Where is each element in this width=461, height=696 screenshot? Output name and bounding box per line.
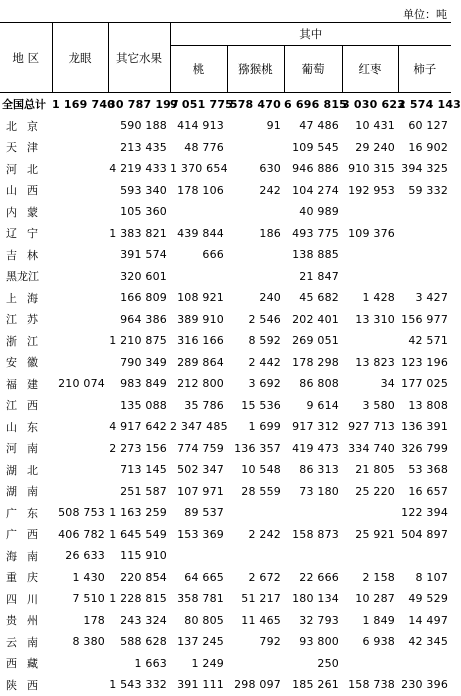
- kiwi-cell: 51 217: [241, 592, 281, 606]
- longan-cell: [52, 352, 108, 374]
- table-row: [0, 266, 451, 288]
- jujube-column-header: 红枣: [342, 46, 398, 93]
- table-header: [0, 23, 451, 93]
- longan-cell: 26 633: [65, 549, 105, 563]
- longan-cell: [52, 330, 108, 352]
- jujube-cell: 109 376: [348, 226, 395, 240]
- longan-cell: [52, 244, 108, 266]
- peach-cell: 414 913: [177, 119, 224, 133]
- kiwi-cell: 136 357: [234, 441, 281, 455]
- persimmon-cell: [398, 244, 451, 266]
- persimmon-cell: [398, 223, 451, 245]
- persimmon-cell: 49 529: [408, 592, 449, 606]
- longan-cell: 508 753: [58, 506, 105, 520]
- table-row: [0, 481, 451, 503]
- region-name-cell: 海南: [6, 549, 48, 563]
- other-fruit-cell: 790 349: [120, 355, 167, 369]
- other-fruit-cell: 105 360: [120, 205, 167, 219]
- longan-cell: [52, 201, 108, 223]
- jujube-cell: 34: [380, 377, 395, 391]
- grape-cell: 21 847: [299, 269, 339, 283]
- peach-cell: 316 166: [177, 334, 224, 348]
- grape-cell: 73 180: [299, 484, 339, 498]
- peach-cell: 107 971: [177, 484, 224, 498]
- kiwi-cell: [227, 653, 284, 675]
- longan-cell: 1 169 740: [52, 97, 116, 111]
- region-name-cell: 湖南: [6, 485, 48, 499]
- kiwi-cell: 242: [259, 183, 281, 197]
- longan-cell: [52, 459, 108, 481]
- peach-cell: 48 776: [184, 140, 224, 154]
- peach-cell: 389 910: [177, 312, 224, 326]
- peach-cell: 2 347 485: [170, 420, 228, 434]
- other-fruit-cell: 166 809: [120, 291, 167, 305]
- other-fruit-cell: 2 273 156: [109, 441, 167, 455]
- other-fruit-cell: 135 088: [120, 398, 167, 412]
- longan-cell: [52, 137, 108, 159]
- region-name-cell: 广东: [6, 506, 48, 520]
- region-name-cell: 陕西: [6, 678, 48, 692]
- region-name-cell: 北京: [6, 119, 48, 133]
- grape-cell: 493 775: [292, 226, 339, 240]
- longan-cell: [52, 158, 108, 180]
- table-row: [0, 287, 451, 309]
- peach-cell: [170, 201, 227, 223]
- grape-cell: 158 873: [292, 527, 339, 541]
- region-name-cell: 吉林: [6, 248, 48, 262]
- persimmon-cell: [398, 653, 451, 675]
- table-row: [0, 201, 451, 223]
- longan-cell: [52, 287, 108, 309]
- grape-cell: 946 886: [292, 162, 339, 176]
- other-fruit-cell: 983 849: [120, 377, 167, 391]
- longan-cell: [52, 180, 108, 202]
- grape-cell: 47 486: [299, 119, 339, 133]
- kiwi-cell: 2 442: [248, 355, 281, 369]
- region-name-cell: 河北: [6, 162, 48, 176]
- jujube-cell: 6 938: [362, 635, 395, 649]
- peach-column-header: 桃: [170, 46, 227, 93]
- other-fruit-cell: 593 340: [120, 183, 167, 197]
- other-fruit-cell: 1 645 549: [109, 527, 167, 541]
- longan-cell: 7 510: [72, 592, 105, 606]
- region-name-cell: 西藏: [6, 657, 48, 671]
- jujube-cell: [342, 502, 398, 524]
- table-row: [0, 158, 451, 180]
- kiwi-cell: 240: [259, 291, 281, 305]
- peach-cell: [170, 545, 227, 567]
- region-name-cell: 上海: [6, 291, 48, 305]
- grape-cell: 250: [317, 656, 339, 670]
- grape-cell: 45 682: [299, 291, 339, 305]
- region-name-cell: 山西: [6, 184, 48, 198]
- grape-cell: 138 885: [292, 248, 339, 262]
- persimmon-cell: 3 427: [415, 291, 449, 305]
- peach-cell: 80 805: [184, 613, 224, 627]
- table-row: [0, 137, 451, 159]
- persimmon-cell: [398, 266, 451, 288]
- other-fruit-cell: 588 628: [120, 635, 167, 649]
- jujube-cell: 192 953: [348, 183, 395, 197]
- longan-cell: [52, 115, 108, 137]
- region-name-cell: 内蒙: [6, 205, 48, 219]
- grape-cell: 6 696 815: [284, 97, 348, 111]
- peach-cell: 1 370 654: [170, 162, 228, 176]
- jujube-cell: 1 849: [362, 613, 395, 627]
- longan-cell: [52, 438, 108, 460]
- jujube-cell: 158 738: [348, 678, 395, 692]
- grape-cell: 93 800: [299, 635, 339, 649]
- other-fruit-cell: 590 188: [120, 119, 167, 133]
- other-fruit-cell: 1 163 259: [109, 506, 167, 520]
- peach-cell: 1 249: [191, 656, 224, 670]
- table-row: [0, 373, 451, 395]
- region-name-cell: 福建: [6, 377, 48, 391]
- peach-cell: 153 369: [177, 527, 224, 541]
- peach-cell: 439 844: [177, 226, 224, 240]
- peach-cell: 137 245: [177, 635, 224, 649]
- persimmon-cell: 13 808: [408, 398, 449, 412]
- peach-cell: 178 106: [177, 183, 224, 197]
- region-name-cell: 安徽: [6, 356, 48, 370]
- other-fruit-cell: 220 854: [120, 570, 167, 584]
- region-name-cell: 江苏: [6, 313, 48, 327]
- table-row: [0, 610, 451, 632]
- kiwi-cell: 578 470: [229, 97, 281, 111]
- table-row: [0, 674, 451, 696]
- other-fruit-cell: 391 574: [120, 248, 167, 262]
- kiwi-cell: [227, 502, 284, 524]
- jujube-cell: 13 823: [355, 355, 395, 369]
- kiwi-cell: 10 548: [241, 463, 281, 477]
- persimmon-cell: 59 332: [408, 183, 449, 197]
- grape-column-header: 葡萄: [284, 46, 342, 93]
- region-name-cell: 贵州: [6, 614, 48, 628]
- region-name-cell: 山东: [6, 420, 48, 434]
- jujube-cell: 2 158: [362, 570, 395, 584]
- longan-cell: 210 074: [58, 377, 105, 391]
- peach-cell: 212 800: [177, 377, 224, 391]
- persimmon-cell: 156 977: [401, 312, 449, 326]
- persimmon-cell: 42 345: [408, 635, 449, 649]
- grape-cell: 9 614: [306, 398, 339, 412]
- jujube-cell: 25 220: [355, 484, 395, 498]
- other-fruit-cell: 213 435: [120, 140, 167, 154]
- peach-cell: 64 665: [184, 570, 224, 584]
- persimmon-cell: 14 497: [408, 613, 449, 627]
- other-fruit-cell: 1 663: [134, 656, 167, 670]
- region-name-cell: 黑龙江: [6, 270, 39, 284]
- jujube-cell: [342, 201, 398, 223]
- other-fruit-cell: 320 601: [120, 269, 167, 283]
- table-row: [0, 330, 451, 352]
- table-row: [0, 588, 451, 610]
- jujube-cell: 1 428: [362, 291, 395, 305]
- longan-column-header: 龙眼: [52, 23, 108, 93]
- region-name-cell: 江西: [6, 399, 48, 413]
- kiwi-cell: 792: [259, 635, 281, 649]
- jujube-cell: 910 315: [348, 162, 395, 176]
- other-fruit-cell: 30 787 197: [108, 97, 179, 111]
- longan-cell: [52, 653, 108, 675]
- persimmon-cell: 122 394: [401, 506, 449, 520]
- other-fruit-cell: 4 219 433: [109, 162, 167, 176]
- longan-cell: 8 380: [72, 635, 105, 649]
- table-row: [0, 244, 451, 266]
- grape-cell: 86 313: [299, 463, 339, 477]
- kiwi-cell: 298 097: [234, 678, 281, 692]
- grape-cell: 86 808: [299, 377, 339, 391]
- other-fruit-cell: 1 228 815: [109, 592, 167, 606]
- longan-cell: 178: [83, 613, 105, 627]
- grape-cell: [284, 502, 342, 524]
- persimmon-cell: 8 107: [415, 570, 449, 584]
- grape-cell: 104 274: [292, 183, 339, 197]
- persimmon-cell: 2 574 143: [398, 97, 461, 111]
- region-name-cell: 辽宁: [6, 227, 48, 241]
- jujube-cell: 25 921: [355, 527, 395, 541]
- longan-cell: 406 782: [58, 527, 105, 541]
- table-row: [0, 395, 451, 417]
- persimmon-cell: 53 368: [408, 463, 449, 477]
- persimmon-cell: 60 127: [408, 119, 449, 133]
- table-row: [0, 567, 451, 589]
- jujube-cell: [342, 330, 398, 352]
- kiwi-cell: [227, 545, 284, 567]
- jujube-cell: [342, 653, 398, 675]
- persimmon-cell: 16 902: [408, 140, 449, 154]
- other-fruit-cell: 964 386: [120, 312, 167, 326]
- jujube-cell: 29 240: [355, 140, 395, 154]
- region-name-cell: 浙江: [6, 334, 48, 348]
- kiwi-cell: 186: [259, 226, 281, 240]
- unit-label: 单位：吨: [403, 8, 447, 21]
- region-name-cell: 天津: [6, 141, 48, 155]
- jujube-cell: [342, 244, 398, 266]
- table-row: [0, 653, 451, 675]
- of-which-group-header: 其中: [170, 23, 451, 46]
- other-fruit-cell: 4 917 642: [109, 420, 167, 434]
- table-row: [0, 180, 451, 202]
- jujube-cell: [342, 545, 398, 567]
- peach-cell: 9 051 775: [170, 97, 234, 111]
- persimmon-cell: 136 391: [401, 420, 449, 434]
- longan-cell: [52, 309, 108, 331]
- table-row: [0, 309, 451, 331]
- other-fruit-cell: 115 910: [120, 549, 167, 563]
- table-row: [0, 545, 451, 567]
- grape-cell: 32 793: [299, 613, 339, 627]
- grape-cell: 419 473: [292, 441, 339, 455]
- grape-cell: 178 298: [292, 355, 339, 369]
- grape-cell: [284, 545, 342, 567]
- region-name-cell: 云南: [6, 635, 48, 649]
- persimmon-cell: 394 325: [401, 162, 449, 176]
- table-row: [0, 352, 451, 374]
- kiwi-cell: [227, 266, 284, 288]
- other-fruit-cell: 1 383 821: [109, 226, 167, 240]
- longan-cell: [52, 674, 108, 696]
- other-fruit-cell: 1 210 875: [109, 334, 167, 348]
- kiwi-cell: 8 592: [248, 334, 281, 348]
- table-row: [0, 438, 451, 460]
- persimmon-cell: 123 196: [401, 355, 449, 369]
- region-name-cell: 四川: [6, 592, 48, 606]
- jujube-cell: [342, 266, 398, 288]
- persimmon-cell: 504 897: [401, 527, 449, 541]
- grape-cell: 22 666: [299, 570, 339, 584]
- kiwi-cell: 2 546: [248, 312, 281, 326]
- peach-cell: 89 537: [184, 506, 224, 520]
- longan-cell: [52, 266, 108, 288]
- kiwi-cell: 3 692: [248, 377, 281, 391]
- grape-cell: 40 989: [299, 205, 339, 219]
- longan-cell: [52, 223, 108, 245]
- jujube-cell: 21 805: [355, 463, 395, 477]
- table-row: [0, 115, 451, 137]
- grape-cell: 202 401: [292, 312, 339, 326]
- kiwi-column-header: 猕猴桃: [227, 46, 284, 93]
- persimmon-cell: 42 571: [408, 334, 449, 348]
- grape-cell: 185 261: [292, 678, 339, 692]
- grape-cell: 917 312: [292, 420, 339, 434]
- other-fruit-cell: 251 587: [120, 484, 167, 498]
- persimmon-cell: 16 657: [408, 484, 449, 498]
- region-name-cell: 河南: [6, 442, 48, 456]
- kiwi-cell: 630: [259, 162, 281, 176]
- jujube-cell: 10 287: [355, 592, 395, 606]
- peach-cell: 289 864: [177, 355, 224, 369]
- other-fruit-cell: 1 543 332: [109, 678, 167, 692]
- kiwi-cell: 2 242: [248, 527, 281, 541]
- longan-cell: [52, 395, 108, 417]
- peach-cell: 502 347: [177, 463, 224, 477]
- longan-cell: [52, 481, 108, 503]
- region-name-cell: 广西: [6, 528, 48, 542]
- persimmon-cell: [398, 201, 451, 223]
- jujube-cell: 13 310: [355, 312, 395, 326]
- jujube-cell: 927 713: [348, 420, 395, 434]
- peach-cell: 108 921: [177, 291, 224, 305]
- kiwi-cell: [227, 201, 284, 223]
- other-fruit-column-header: 其它水果: [108, 23, 170, 93]
- region-column-header: 地 区: [0, 23, 52, 93]
- other-fruit-cell: 243 324: [120, 613, 167, 627]
- peach-cell: 391 111: [177, 678, 224, 692]
- grape-cell: 109 545: [292, 140, 339, 154]
- persimmon-cell: [398, 545, 451, 567]
- jujube-cell: 3 030 623: [342, 97, 406, 111]
- table-row: [0, 223, 451, 245]
- jujube-cell: 3 580: [362, 398, 395, 412]
- region-name-cell: 全国总计: [2, 98, 46, 111]
- grape-cell: 180 134: [292, 592, 339, 606]
- region-name-cell: 湖北: [6, 463, 48, 477]
- kiwi-cell: 28 559: [241, 484, 281, 498]
- peach-cell: 358 781: [177, 592, 224, 606]
- kiwi-cell: 1 699: [248, 420, 281, 434]
- other-fruit-cell: 713 145: [120, 463, 167, 477]
- region-name-cell: 重庆: [6, 571, 48, 585]
- peach-cell: 35 786: [184, 398, 224, 412]
- kiwi-cell: 15 536: [241, 398, 281, 412]
- persimmon-cell: 177 025: [401, 377, 449, 391]
- grape-cell: 269 051: [292, 334, 339, 348]
- table-row: [0, 416, 451, 438]
- table-row: [0, 631, 451, 653]
- jujube-cell: 10 431: [355, 119, 395, 133]
- persimmon-cell: 326 799: [401, 441, 449, 455]
- kiwi-cell: 11 465: [241, 613, 281, 627]
- total-row: [0, 93, 451, 116]
- persimmon-cell: 230 396: [401, 678, 449, 692]
- kiwi-cell: [227, 244, 284, 266]
- table-body: [0, 93, 461, 696]
- kiwi-cell: 91: [266, 119, 281, 133]
- longan-cell: [52, 416, 108, 438]
- peach-cell: 774 759: [177, 441, 224, 455]
- longan-cell: 1 430: [72, 570, 105, 584]
- jujube-cell: 334 740: [348, 441, 395, 455]
- peach-cell: [170, 266, 227, 288]
- kiwi-cell: 2 672: [248, 570, 281, 584]
- peach-cell: 666: [202, 248, 224, 262]
- table-row: [0, 524, 451, 546]
- table-row: [0, 459, 451, 481]
- table-row: [0, 502, 451, 524]
- persimmon-column-header: 柿子: [398, 46, 451, 93]
- kiwi-cell: [227, 137, 284, 159]
- fruit-production-table: [0, 22, 461, 696]
